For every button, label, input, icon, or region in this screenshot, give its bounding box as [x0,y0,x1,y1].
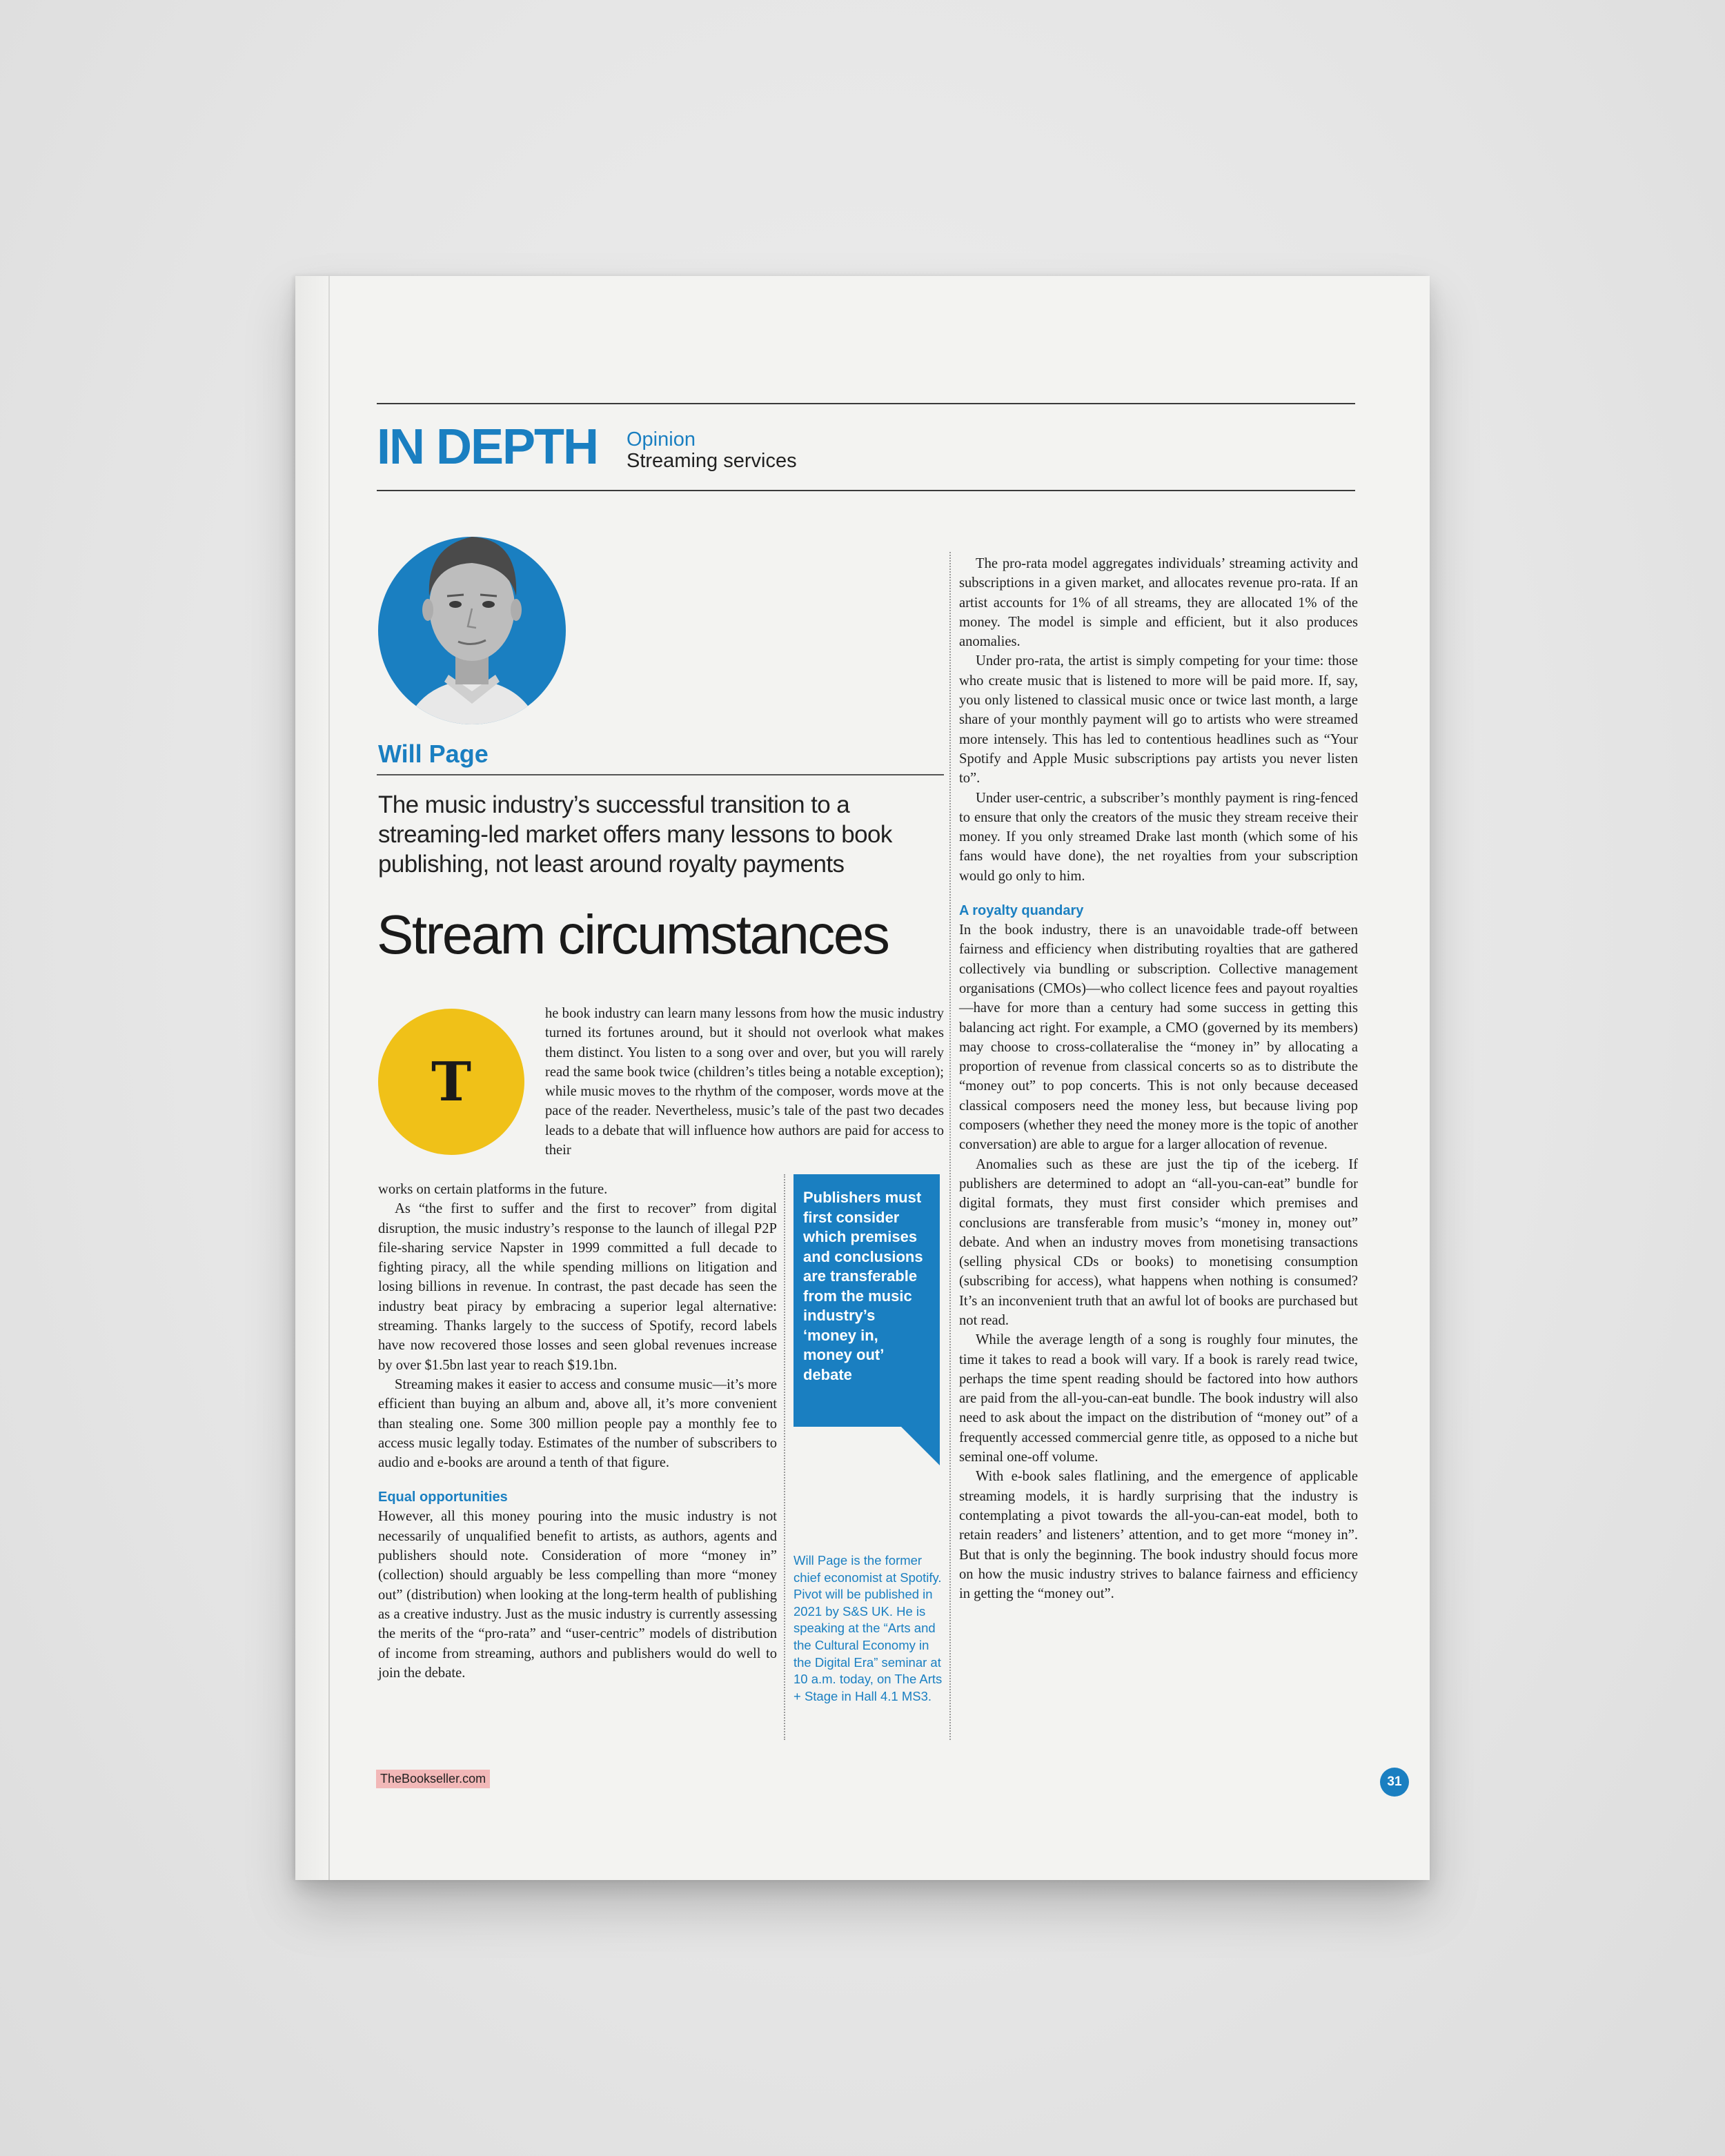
left-paragraph: Streaming makes it easier to access and consume music—it’s more efficient than buying an album and, above all, it’s more convenient than stealing one. Some 300 million people pay a monthly fee to access music legally today. Estimates of the number of subscribers to audio and e-books are around a tenth of that figure. [378,1376,777,1471]
right-paragraph: The pro-rata model aggregates individuals’ streaming activity and subscriptions in a given market, and allocates revenue pro-rata. If an artist accounts for 1% of all streams, they are allocated 1% of the money. The model is simple and efficient, but it also produces anomalies. [959,556,1358,650]
right-column [959,554,1358,1603]
drop-cap-badge [378,1009,524,1155]
right-paragraph: Under user-centric, a subscriber’s monthly payment is ring-fenced to ensure that only the creators of the music they stream receive their money. If you only streamed Drake last month (which some of his fans would have done), the net royalties from your subscription would go only to him. [959,790,1358,884]
site-url: TheBookseller.com [376,1770,490,1788]
drop-cap-letter: T [431,1050,472,1114]
right-paragraph: Under pro-rata, the artist is simply competing for your time: those who create music that is listened to more will be paid more. If, say, you only listened to classical music once or twice last month, a large share of your monthly payment will go to artists who were streamed more intensely. This has led to contentious headlines such as “Your Spotify and Apple Music subscriptions pay artists you never listen to”. [959,653,1358,787]
section-kicker [627,429,797,472]
author-portrait [378,519,566,726]
left-paragraph: works on certain platforms in the future. [378,1182,608,1197]
top-rule [377,403,1355,404]
standfirst: The music industry’s successful transition to a streaming-led market offers many lessons to book publishing, not least around royalty payments [378,791,892,878]
right-paragraph: In the book industry, there is an unavoidable trade-off between fairness and efficiency when distributing royalties that are gathered collectively via bundling or subscription. Collective management organisations (CMOs)—who collect licence fees and payout royalties—have for more than a century had some success in getting this balancing act right. For example, a CMO (governed by its members) may choose to cross-collateralise the “money in” by allocating a proportion of revenue from classical concerts so as to distribute the “money out” to pop concerts. This is not only because deceased classical composers need the money less, but because living pop composers (whether they need the money more is the topic of another conversation) are able to argue for a larger allocation of revenue. [959,922,1358,1153]
intro-text: he book industry can learn many lessons from how the music industry turned its fortunes around, but it should not overlook what makes them distinct. You listen to a song over and over, but you will rarely read the same book twice (children’s titles being a notable exception); while music moves to the rhythm of the composer, words move at the pace of the reader. Nevertheless, music’s tale of the past two decades leads to a debate that will influence how authors are paid for access to their [545,1006,944,1158]
author-bio: Will Page is the former chief economist at Spotify. Pivot will be published in 2021 by S&S UK. He is speaking at the “Arts and the Cultural Economy in the Digital Era” seminar at 10 a.m. today, on The Arts + Stage in Hall 4.1 MS3. [793,1553,943,1703]
column-divider-right [949,552,951,1740]
pull-quote [793,1174,940,1427]
topic-label: Streaming services [627,450,797,472]
author-name: Will Page [378,740,489,768]
author-photo-illustration [378,519,566,726]
subhead-equal-opportunities: Equal opportunities [378,1490,508,1505]
left-column [378,1180,777,1683]
subhead-royalty-quandary: A royalty quandary [959,903,1084,919]
category-label: Opinion [627,428,696,451]
page-number-badge: 31 [1380,1768,1409,1797]
left-paragraph: However, all this money pouring into the music industry is not necessarily of unqualified benefit to artists, as authors, agents and publishers should note. Consideration of more “money in” (collection) should arguably be less compelling than more “money out” (distribution) when looking at the long-term health of publishing as a creative industry. Just as the music industry is currently assessing the merits of the “pro-rata” and “user-centric” models of distribution of income from streaming, authors and publishers would do well to join the debate. [378,1509,777,1681]
magazine-page [295,276,1430,1880]
right-paragraph: Anomalies such as these are just the tip of the iceberg. If publishers are determined to adopt an “all-you-can-eat” bundle for digital formats, they must first consider which premises and conclusions are transferable from music’s “money in, money out” debate. And when an industry moves from monetising transactions (selling physical CDs or books) to monetising consumption (subscribing for access), what happens when nothing is consumed? It’s an inconvenient truth that an awful lot of books are purchased but not read. [959,1156,1358,1328]
left-paragraph: As “the first to suffer and the first to recover” from digital disruption, the music industry’s response to the launch of illegal P2P file-sharing service Napster in 1999 committed a full decade to fighting piracy, all the while spending millions on litigation and losing billions in revenue. In contrast, the past decade has seen the industry beat piracy by embracing a superior legal alternative: streaming. Thanks largely to the success of Spotify, record labels have now recovered those losses and seen global revenues increase by over $1.5bn last year to reach $19.1bn. [378,1201,777,1373]
headline: Stream circumstances [377,904,889,965]
right-paragraph: While the average length of a song is roughly four minutes, the time it takes to read a book will vary. If a book is rarely read twice, perhaps the time spent reading should be factored into how authors are paid from the all-you-can-eat bundle. The book industry will also need to ask about the impact on the distribution of “money out” of a frequently accessed commercial genre title, as opposed to a niche but seminal one-off volume. [959,1332,1358,1465]
author-rule [377,774,944,775]
header-bottom-rule [377,490,1355,491]
pull-quote-text: Publishers must first consider which premises and conclusions are transferable from the music industry’s ‘money in, money out’ debate [803,1189,923,1383]
right-paragraph: With e-book sales flatlining, and the emergence of applicable streaming models, it is hardly surprising that the industry is contemplating a pivot towards the all-you-can-eat model, both to retain readers’ and listeners’ attention, and to get more “money in”. But that is only the beginning. The book industry should focus more on how the music industry strives to balance fairness and efficiency in getting the “money out”. [959,1469,1358,1602]
section-title: IN DEPTH [377,419,598,475]
intro-paragraph [545,1004,944,1160]
column-divider-left [784,1174,785,1740]
